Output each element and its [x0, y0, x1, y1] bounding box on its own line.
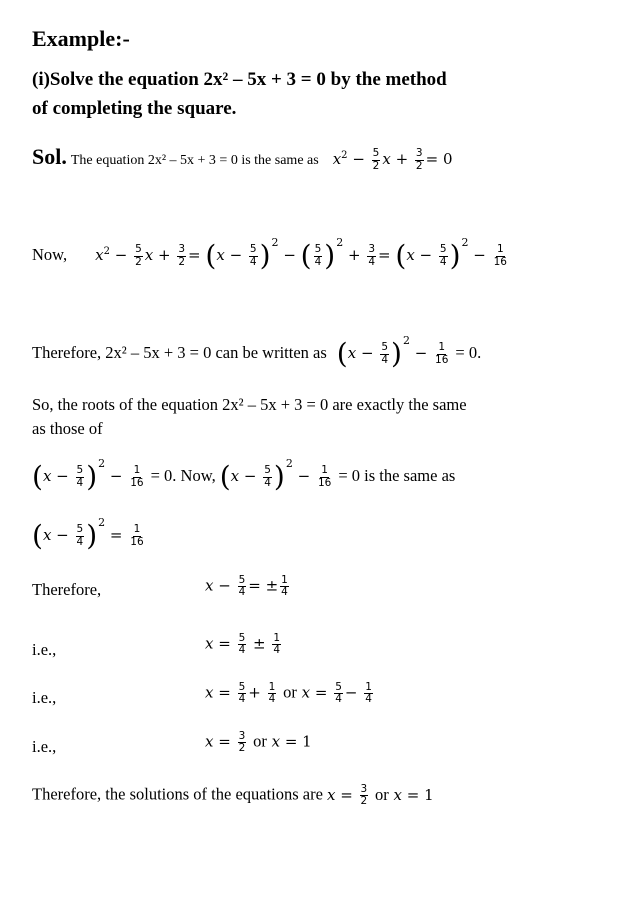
or-text-2: or: [253, 731, 267, 751]
same-as-text: = 0 is the same as: [338, 466, 456, 485]
square-equation: (x − $\frac{5}{4}$ )$^2$ = $\frac{1}{16}$: [32, 516, 144, 552]
therefore1-eq-zero: = 0.: [455, 343, 482, 362]
ie3-equation: x = $\frac{3}{2}$ or x = 1: [205, 730, 312, 755]
so-line-1: So, the roots of the equation 2x² – 5x + 3 = 0 are exactly the same: [32, 395, 467, 414]
question-line-1: (i)Solve the equation 2x² – 5x + 3 = 0 by the method: [32, 69, 447, 90]
or-text-1: or: [283, 682, 297, 702]
now-label: Now,: [32, 245, 68, 264]
so-line-2: as those of: [32, 419, 103, 438]
now2-equation-b: (x − $\frac{5}{4}$ )$^2$ − $\frac{1}{16}$: [219, 457, 332, 493]
ie1-equation: x = $\frac{5}{4}$ ± $\frac{1}{4}$: [205, 632, 281, 657]
therefore1-equation: (x − $\frac{5}{4}$ )$^2$ − $\frac{1}{16}$: [336, 334, 449, 370]
now-line: [32, 236, 510, 272]
therefore-line-1: [32, 334, 482, 370]
solution-line: [32, 144, 453, 172]
ie-label-3: i.e.,: [32, 737, 57, 756]
now2-text: = 0. Now,: [150, 466, 216, 485]
final-equation: x = $\frac{3}{2}$ or x = 1: [326, 783, 434, 808]
sol-equation: $x^2$ − $\frac{5}{2}$ x + $\frac{3}{2}$ = 0: [332, 147, 453, 172]
now2-line: [32, 457, 456, 493]
or-text-3: or: [375, 784, 389, 804]
final-line: [32, 784, 434, 807]
therefore2-equation: x − $\frac{5}{4}$ = ± $\frac{1}{4}$: [205, 574, 288, 599]
sol-label: Sol.: [32, 144, 67, 169]
example-title: Example:-: [32, 26, 130, 51]
ie-label-2: i.e.,: [32, 688, 57, 707]
therefore1-text: Therefore, 2x² – 5x + 3 = 0 can be written as: [32, 343, 327, 362]
sol-text: The equation 2x² – 5x + 3 = 0 is the same as: [70, 153, 319, 168]
question-line-2: of completing the square.: [32, 98, 237, 119]
now-equation: $x^2$ − $\frac{5}{2}$ x + $\frac{3}{2}$ = (x − $\frac{5}{4}$ )$^2$ − ( $\frac{5}{4}$ )$^2$ + $\frac{3}{4}$ = (x − $\frac{5}{4}$ )$^2$ − $\frac{1}{16}$: [95, 236, 507, 272]
ie2-equation: x = $\frac{5}{4}$ + $\frac{1}{4}$ or x = $\frac{5}{4}$ − $\frac{1}{4}$: [205, 681, 372, 706]
now2-equation-a: (x − $\frac{5}{4}$ )$^2$ − $\frac{1}{16}$: [32, 457, 144, 493]
therefore2-label: Therefore,: [32, 580, 102, 599]
final-text: Therefore, the solutions of the equations are: [32, 784, 323, 804]
ie-label-1: i.e.,: [32, 640, 57, 659]
